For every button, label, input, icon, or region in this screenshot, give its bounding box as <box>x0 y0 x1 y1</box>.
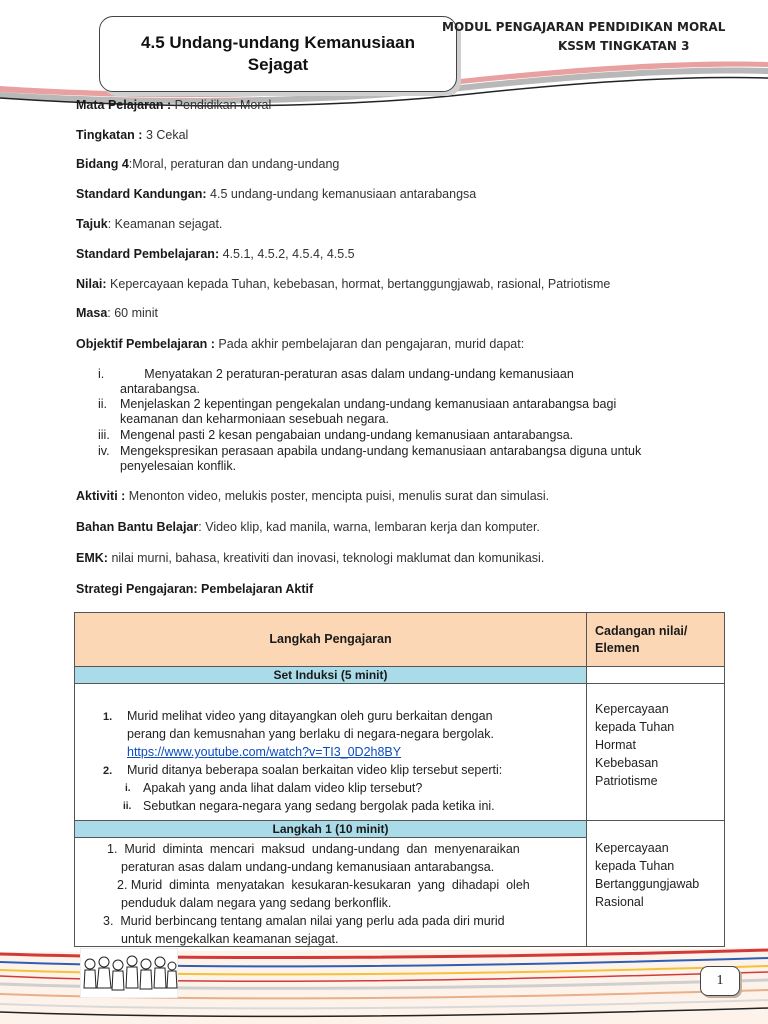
field-label: Mata Pelajaran : <box>76 98 172 112</box>
question-text: Apakah yang anda lihat dalam video klip tersebut? <box>143 781 423 795</box>
table-header-nilai <box>586 612 725 667</box>
field-label: Bahan Bantu Belajar <box>76 520 199 534</box>
field-value: 4.5 undang-undang kemanusiaan antarabangsa <box>210 187 477 201</box>
value-item: Rasional <box>595 895 644 909</box>
value-item: kepada Tuhan <box>595 720 675 734</box>
field-value: Pendidikan Moral <box>174 98 272 112</box>
field-value: 4.5.1, 4.5.2, 4.5.4, 4.5.5 <box>222 247 355 261</box>
field-tingkatan <box>76 128 188 142</box>
field-value: : Keamanan sejagat. <box>107 217 223 231</box>
column-header: Langkah Pengajaran <box>269 632 392 646</box>
page-title: 4.5 Undang-undang Kemanusiaan Sejagat <box>141 33 415 74</box>
module-level: KSSM TINGKATAN 3 <box>558 39 690 53</box>
video-link[interactable]: https://www.youtube.com/watch?v=TI3_0D2h8BY <box>127 745 402 759</box>
field-label: Tingkatan : <box>76 128 143 142</box>
field-label: Masa <box>76 306 108 320</box>
field-label: Nilai: <box>76 277 107 291</box>
value-item: kepada Tuhan <box>595 859 675 873</box>
field-value: nilai murni, bahasa, kreativiti dan inovasi, teknologi maklumat dan komunikasi. <box>111 551 545 565</box>
value-item: Hormat <box>595 738 636 752</box>
field-nilai <box>76 277 610 291</box>
field-label: Aktiviti : <box>76 489 126 503</box>
step-text: 1. Murid diminta mencari maksud undang-undang dan menyenaraikan <box>107 842 520 856</box>
column-header: Cadangan nilai/ Elemen <box>595 624 688 655</box>
table-row <box>74 683 587 821</box>
field-label: Bidang 4 <box>76 157 129 171</box>
step-text: penduduk dalam negara yang sedang berkonflik. <box>121 896 392 910</box>
value-item: Bertanggungjawab <box>595 877 700 891</box>
table-row <box>74 837 587 947</box>
lesson-table <box>74 612 725 947</box>
field-bidang <box>76 157 339 171</box>
field-mata-pelajaran <box>76 98 271 112</box>
field-label: Standard Kandungan: <box>76 187 207 201</box>
field-value: : 60 minit <box>107 306 158 320</box>
step-text: 2. Murid diminta menyatakan kesukaran-kesukaran yang dihadapi oleh <box>117 878 530 892</box>
field-masa <box>76 306 158 320</box>
step-text: Murid melihat video yang ditayangkan oleh guru berkaitan dengan <box>127 709 493 723</box>
objective-number: iv. <box>98 444 110 458</box>
step-number: 2. <box>103 765 113 777</box>
field-objektif <box>76 337 524 351</box>
field-value: Kepercayaan kepada Tuhan, kebebasan, hormat, bertanggungjawab, rasional, Patriotisme <box>110 277 611 291</box>
field-bahan-bantu <box>76 520 540 534</box>
table-cell-empty <box>586 820 725 838</box>
step-number: 1. <box>103 711 113 723</box>
field-label: Tajuk <box>76 217 108 231</box>
field-label: Standard Pembelajaran: <box>76 247 220 261</box>
field-value: Pada akhir pembelajaran dan pengajaran, murid dapat: <box>218 337 525 351</box>
step-text: peraturan asas dalam undang-undang kemanusiaan antarabangsa. <box>121 860 495 874</box>
value-item: Patriotisme <box>595 774 658 788</box>
step-text: Murid ditanya beberapa soalan berkaitan video klip tersebut seperti: <box>127 763 503 777</box>
table-header-langkah <box>74 612 587 667</box>
value-item: Kepercayaan <box>595 702 669 716</box>
objective-number: iii. <box>98 428 110 442</box>
title-box <box>99 16 457 92</box>
page-number: 1 <box>700 966 740 996</box>
step-text: 3. Murid berbincang tentang amalan nilai yang perlu ada pada diri murid <box>103 914 505 928</box>
step-text: perang dan kemusnahan yang berlaku di negara-negara bergolak. <box>127 727 494 741</box>
table-cell-empty <box>586 666 725 684</box>
section-title: Langkah 1 (10 minit) <box>272 822 389 836</box>
field-emk <box>76 551 544 565</box>
question-number: i. <box>125 783 131 794</box>
table-subheader-langkah-1 <box>74 820 587 838</box>
table-cell-values <box>586 837 725 947</box>
module-title: MODUL PENGAJARAN PENDIDIKAN MORAL <box>442 20 726 34</box>
objective-number: i. <box>98 367 105 381</box>
objective-number: ii. <box>98 397 108 411</box>
step-text: untuk mengekalkan keamanan sejagat. <box>121 932 339 946</box>
objective-text: Mengenal pasti 2 kesan pengabaian undang-undang kemanusiaan antarabangsa. <box>120 428 574 442</box>
objective-text: Mengekspresikan perasaan apabila undang-undang kemanusiaan antarabangsa diguna untuk penyelesaian konflik. <box>120 444 642 473</box>
field-label: EMK: <box>76 551 108 565</box>
field-standard-kandungan <box>76 187 476 201</box>
objective-text: Menyatakan 2 peraturan-peraturan asas dalam undang-undang kemanusiaan antarabangsa. <box>120 367 574 396</box>
field-label: Objektif Pembelajaran : <box>76 337 215 351</box>
field-tajuk <box>76 217 222 231</box>
table-subheader-set-induksi <box>74 666 587 684</box>
children-illustration <box>80 948 178 998</box>
field-value: Menonton video, melukis poster, mencipta puisi, menulis surat dan simulasi. <box>128 489 550 503</box>
field-value: :Moral, peraturan dan undang-undang <box>128 157 340 171</box>
section-title: Set Induksi (5 minit) <box>273 668 388 682</box>
field-aktiviti <box>76 489 549 503</box>
question-number: ii. <box>123 801 132 812</box>
question-text: Sebutkan negara-negara yang sedang bergolak pada ketika ini. <box>143 799 495 813</box>
strategi-heading: Strategi Pengajaran: Pembelajaran Aktif <box>76 582 314 596</box>
field-value: : Video klip, kad manila, warna, lembaran kerja dan komputer. <box>198 520 540 534</box>
value-item: Kepercayaan <box>595 841 669 855</box>
table-cell-values <box>586 683 725 821</box>
field-value: 3 Cekal <box>145 128 189 142</box>
objective-text: Menjelaskan 2 kepentingan pengekalan undang-undang kemanusiaan antarabangsa bagi keamanan dan keharmoniaan sesebuah negara. <box>120 397 617 426</box>
field-standard-pembelajaran <box>76 247 355 261</box>
value-item: Kebebasan <box>595 756 659 770</box>
